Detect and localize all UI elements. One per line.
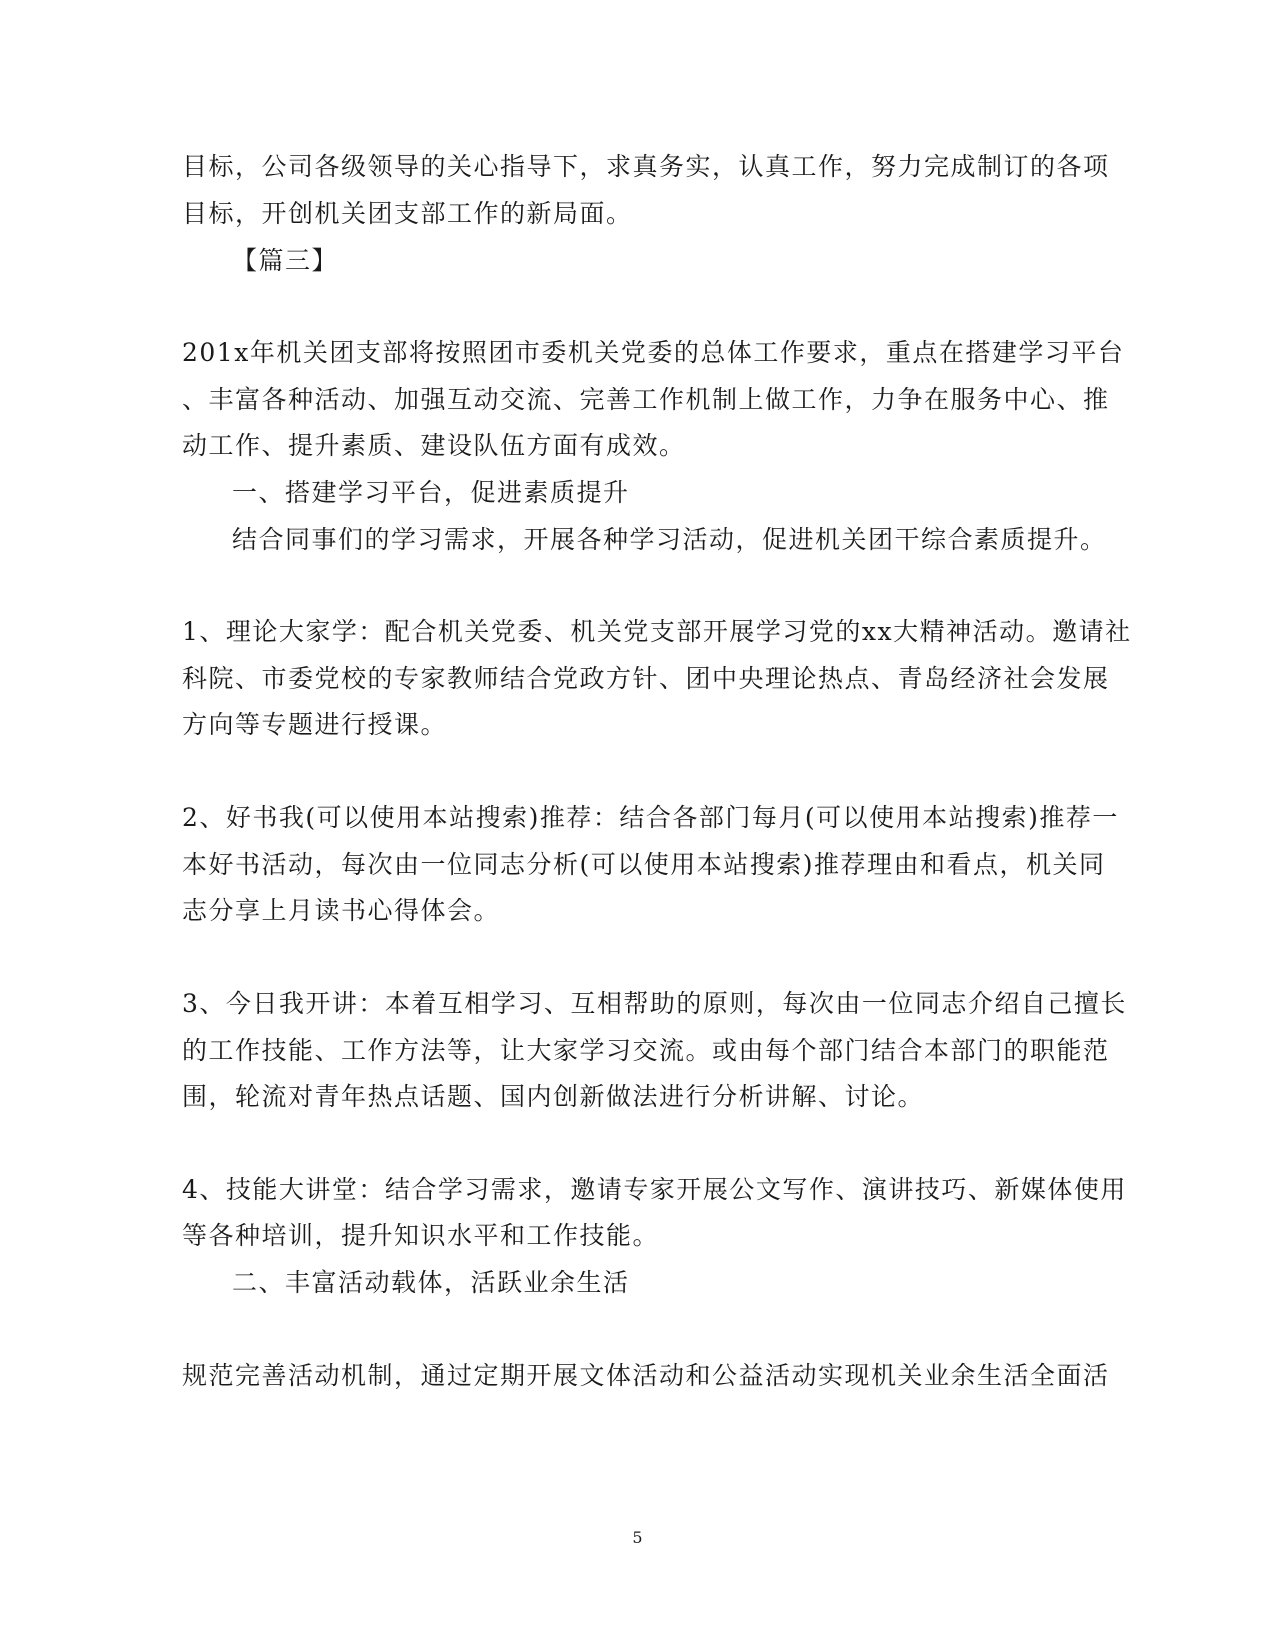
list-item-line: 志分享上月读书心得体会。 bbox=[182, 896, 501, 925]
subsection-heading: 二、丰富活动载体，活跃业余生活 bbox=[232, 1268, 630, 1297]
list-item-line: 2、好书我(可以使用本站搜索)推荐：结合各部门每月(可以使用本站搜索)推荐一 bbox=[182, 803, 1119, 832]
body-text-line: 目标，开创机关团支部工作的新局面。 bbox=[182, 199, 633, 228]
body-text-line: 、丰富各种活动、加强互动交流、完善工作机制上做工作，力争在服务中心、推 bbox=[182, 385, 1110, 414]
body-text-line: 目标，公司各级领导的关心指导下，求真务实，认真工作，努力完成制订的各项 bbox=[182, 152, 1110, 181]
list-item-line: 1、理论大家学：配合机关党委、机关党支部开展学习党的xx大精神活动。邀请社 bbox=[182, 617, 1132, 646]
list-item-line: 科院、市委党校的专家教师结合党政方针、团中央理论热点、青岛经济社会发展 bbox=[182, 664, 1110, 693]
body-text-line: 规范完善活动机制，通过定期开展文体活动和公益活动实现机关业余生活全面活 bbox=[182, 1361, 1110, 1390]
page-number: 5 bbox=[632, 1528, 643, 1547]
section-heading: 【篇三】 bbox=[232, 246, 339, 275]
list-item-line: 等各种培训，提升知识水平和工作技能。 bbox=[182, 1221, 660, 1250]
list-item-line: 3、今日我开讲：本着互相学习、互相帮助的原则，每次由一位同志介绍自己擅长 bbox=[182, 989, 1127, 1018]
body-text-line: 201x年机关团支部将按照团市委机关党委的总体工作要求，重点在搭建学习平台 bbox=[182, 338, 1125, 367]
list-item-line: 本好书活动，每次由一位同志分析(可以使用本站搜索)推荐理由和看点，机关同 bbox=[182, 850, 1106, 879]
list-item-line: 围，轮流对青年热点话题、国内创新做法进行分析讲解、讨论。 bbox=[182, 1082, 925, 1111]
subsection-heading: 一、搭建学习平台，促进素质提升 bbox=[232, 478, 630, 507]
list-item-line: 的工作技能、工作方法等，让大家学习交流。或由每个部门结合本部门的职能范 bbox=[182, 1036, 1110, 1065]
body-text-line: 结合同事们的学习需求，开展各种学习活动，促进机关团干综合素质提升。 bbox=[232, 525, 1107, 554]
list-item-line: 4、技能大讲堂：结合学习需求，邀请专家开展公文写作、演讲技巧、新媒体使用 bbox=[182, 1175, 1127, 1204]
body-text-line: 动工作、提升素质、建设队伍方面有成效。 bbox=[182, 431, 686, 460]
list-item-line: 方向等专题进行授课。 bbox=[182, 710, 448, 739]
